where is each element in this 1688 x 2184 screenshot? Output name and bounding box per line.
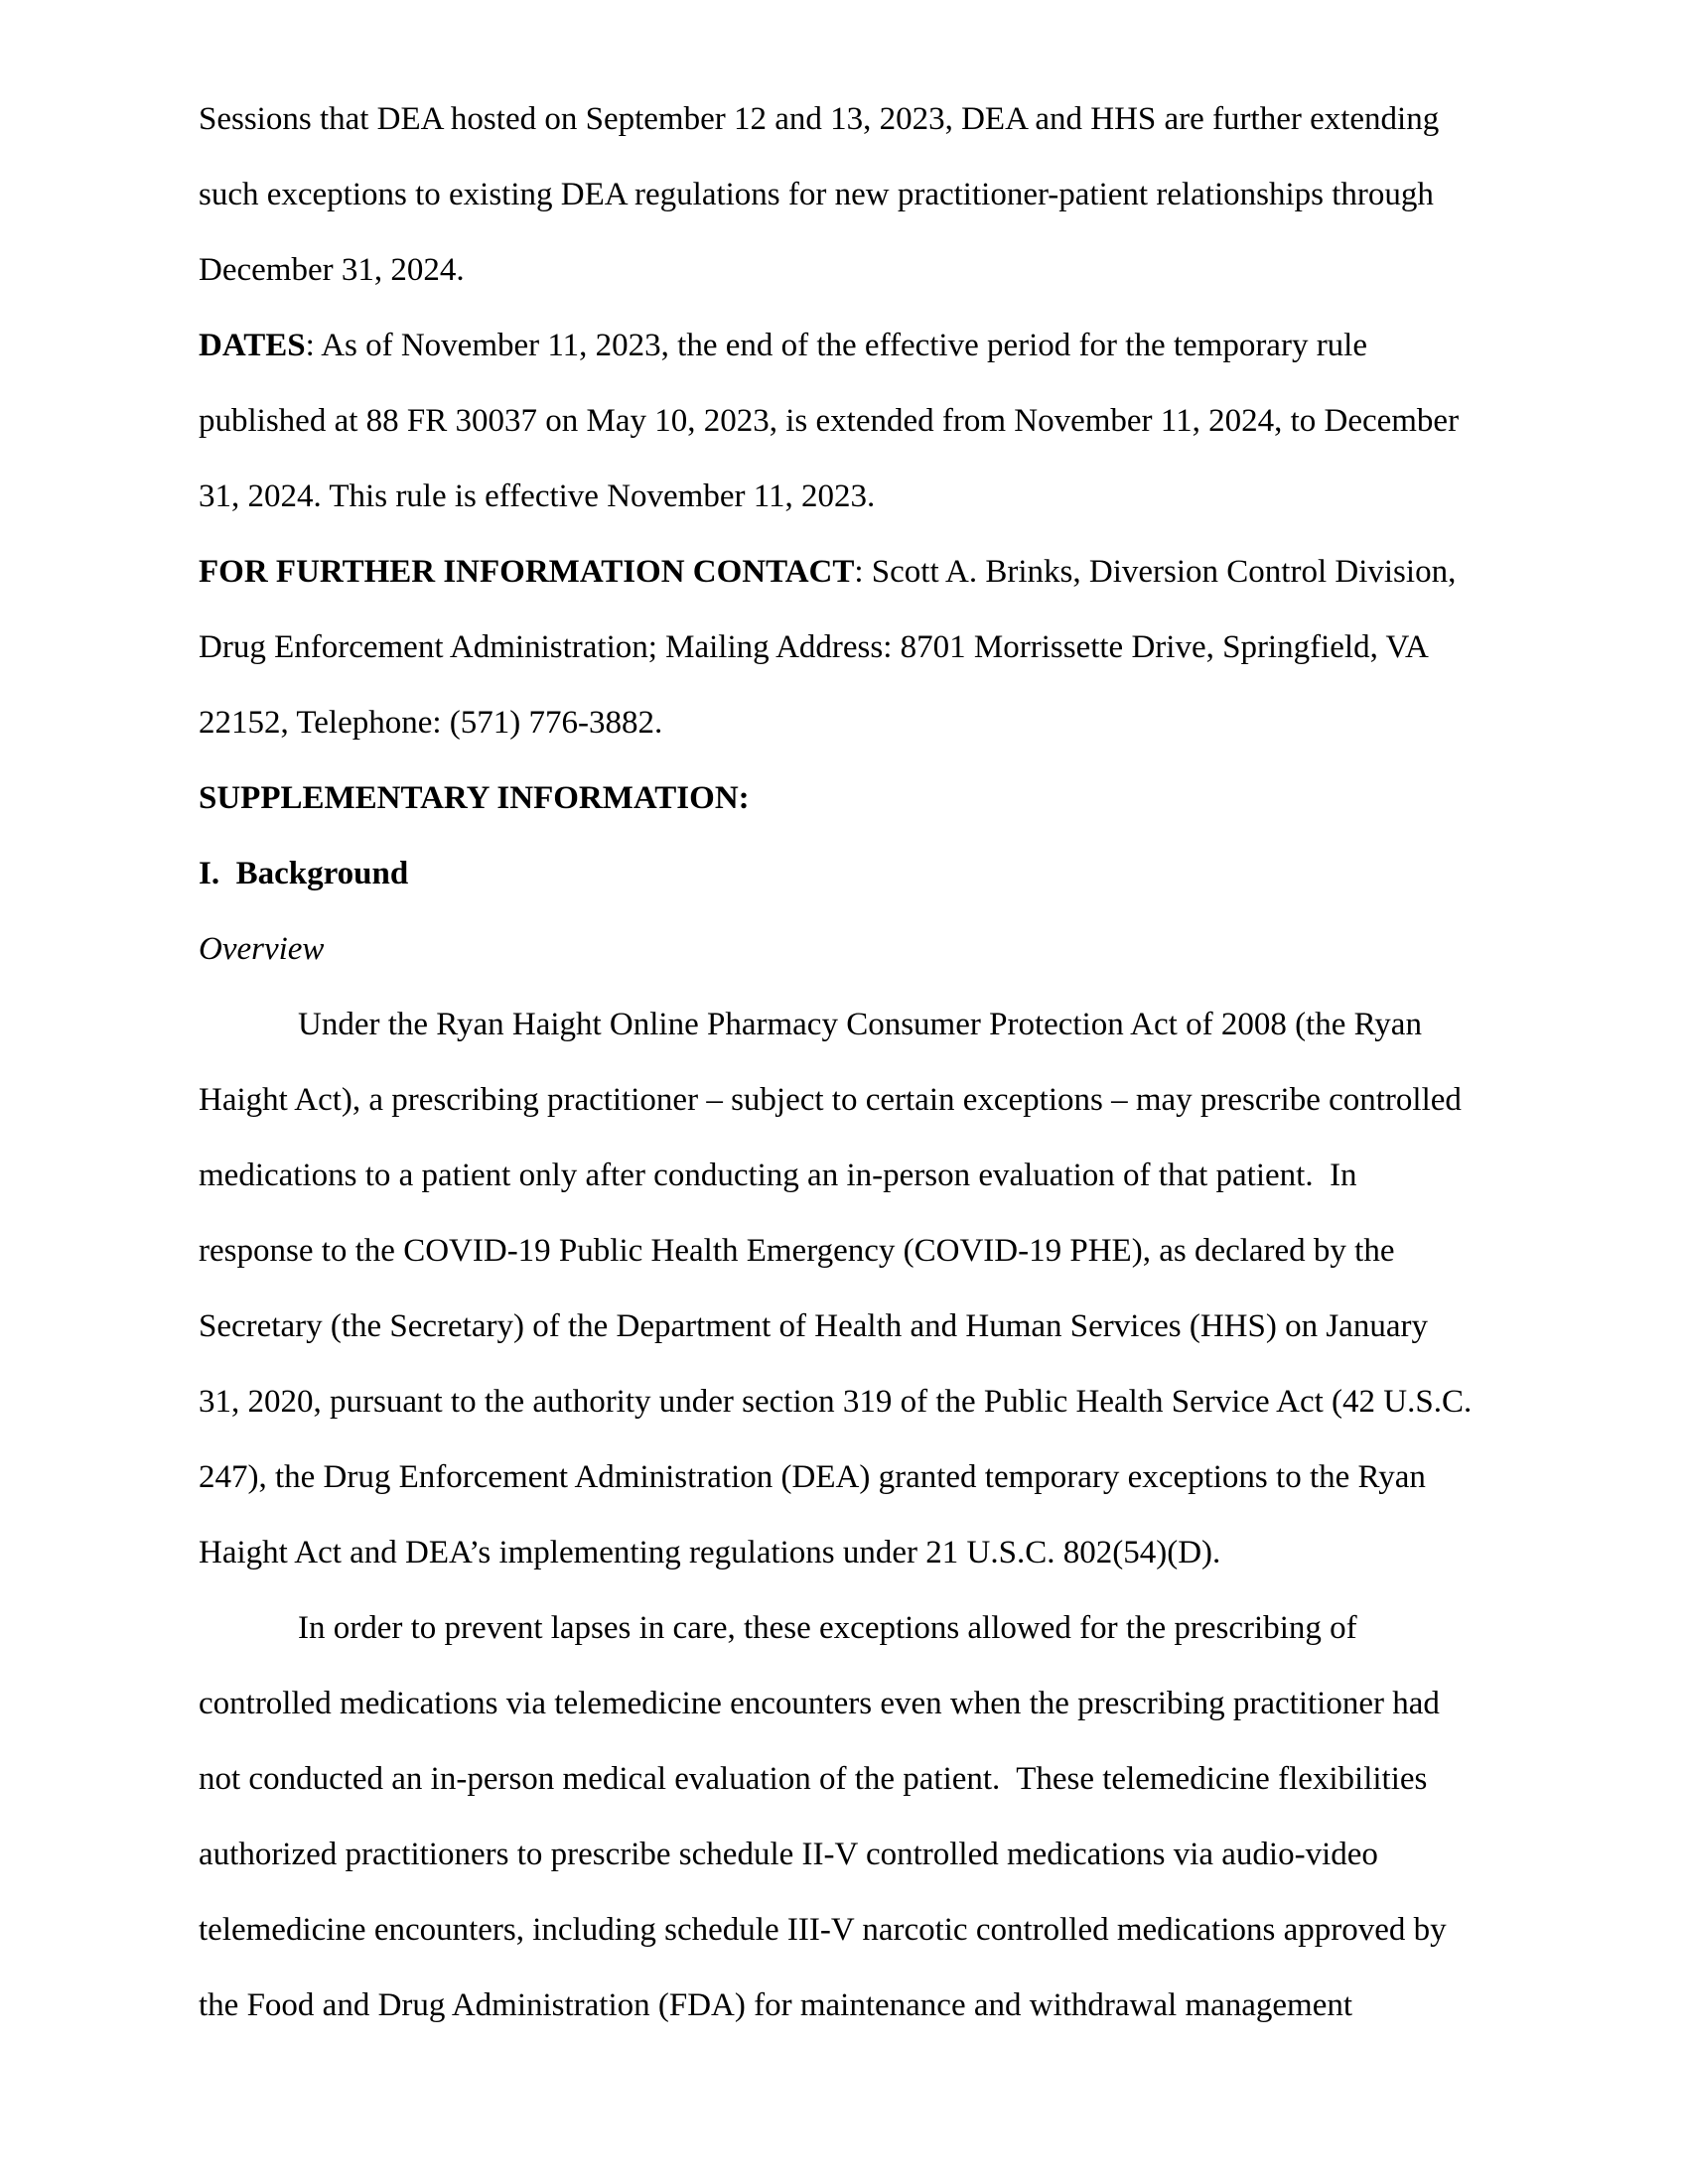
para2-line-5: telemedicine encounters, including schedule III-V narcotic controlled medications approved by — [199, 1912, 1447, 1948]
para1-line-2: Haight Act), a prescribing practitioner – subject to certain exceptions – may prescribe controlled — [199, 1082, 1462, 1118]
contact-line-2: Drug Enforcement Administration; Mailing Address: 8701 Morrissette Drive, Springfield, VA — [199, 629, 1429, 665]
para1-line-1: Under the Ryan Haight Online Pharmacy Consumer Protection Act of 2008 (the Ryan — [298, 1007, 1422, 1042]
contact-label: FOR FURTHER INFORMATION CONTACT — [199, 554, 855, 590]
para2-line-1: In order to prevent lapses in care, these exceptions allowed for the prescribing of — [298, 1610, 1357, 1646]
intro-line-2: such exceptions to existing DEA regulations for new practitioner-patient relationships through — [199, 177, 1434, 212]
intro-line-1: Sessions that DEA hosted on September 12 and 13, 2023, DEA and HHS are further extending — [199, 101, 1440, 137]
contact-text: : Scott A. Brinks, Diversion Control Division, — [854, 554, 1457, 590]
para1-line-4: response to the COVID-19 Public Health Emergency (COVID-19 PHE), as declared by the — [199, 1233, 1395, 1269]
dates-text: : As of November 11, 2023, the end of the effective period for the temporary rule — [305, 328, 1367, 363]
contact-line-1 — [199, 552, 1456, 592]
para1-line-7: 247), the Drug Enforcement Administration (DEA) granted temporary exceptions to the Ryan — [199, 1459, 1426, 1495]
para2-line-6: the Food and Drug Administration (FDA) for maintenance and withdrawal management — [199, 1987, 1353, 2023]
dates-label: DATES — [199, 328, 306, 363]
section-heading: I. Background — [199, 856, 409, 891]
para1-line-8: Haight Act and DEA’s implementing regulations under 21 U.S.C. 802(54)(D). — [199, 1535, 1221, 1570]
overview-subheading: Overview — [199, 931, 325, 967]
dates-line-1 — [199, 326, 1367, 365]
para2-line-2: controlled medications via telemedicine encounters even when the prescribing practitioner had — [199, 1686, 1440, 1721]
para2-line-3: not conducted an in-person medical evaluation of the patient. These telemedicine flexibilities — [199, 1761, 1428, 1797]
para1-line-5: Secretary (the Secretary) of the Department of Health and Human Services (HHS) on January — [199, 1308, 1428, 1344]
dates-line-3: 31, 2024. This rule is effective November 11, 2023. — [199, 478, 876, 514]
supplementary-heading: SUPPLEMENTARY INFORMATION: — [199, 780, 750, 816]
para1-line-6: 31, 2020, pursuant to the authority under section 319 of the Public Health Service Act (42 U.S.C. — [199, 1384, 1473, 1420]
contact-line-3: 22152, Telephone: (571) 776-3882. — [199, 705, 663, 741]
para1-line-3: medications to a patient only after conducting an in-person evaluation of that patient. In — [199, 1158, 1357, 1193]
para2-line-4: authorized practitioners to prescribe schedule II-V controlled medications via audio-video — [199, 1837, 1378, 1872]
dates-line-2: published at 88 FR 30037 on May 10, 2023, is extended from November 11, 2024, to December — [199, 403, 1460, 439]
intro-line-3: December 31, 2024. — [199, 252, 465, 288]
